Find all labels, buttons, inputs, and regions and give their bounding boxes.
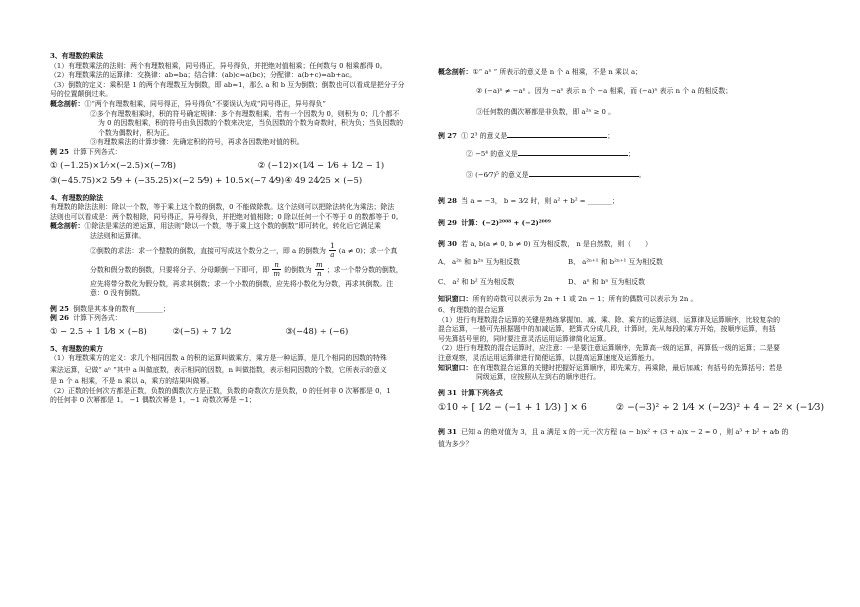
power-def-cont2: 是 n 个 a 相乘，不是 n 乘以 a，乘方的结果叫做幂。	[50, 377, 214, 386]
example-31-row	[438, 398, 830, 418]
example-30: 例 30 若 a, b(a ≠ 0, b ≠ 0) 互为相反数， n 是自然数，则（ ）	[438, 240, 652, 248]
example-26-row	[50, 324, 415, 339]
multiply-rule: （1）有理数乘法的法则：两个有理数相乘，同号得正，异号得负，并把绝对值相乘；任何数与 0 相乘都得 0。	[50, 61, 387, 70]
mixed-ops-1: （1）进行有理数混合运算的关键是熟练掌握加、减、乘、除、乘方的运算法则、运算律及运算顺序，比较复杂的	[438, 315, 781, 324]
reciprocal-def-cont: 号的位置颠倒过来。	[50, 90, 113, 99]
example-27-q1: 例 27 ① 2³ 的意义是 ；	[438, 132, 615, 140]
concept-1-point-3: ③有理数乘法的计算步骤：先确定积的符号，再求各因数绝对值的积。	[90, 138, 304, 147]
concept-1-point-2b: 为 0 的因数相乘，积的符号由负因数的个数来决定，当负因数的个数为奇数时，积为负；当负因数的	[98, 119, 404, 128]
example-30-options-ab: A、 a²ⁿ 和 b²ⁿ 互为相反数 B、 a²ⁿ⁺¹ 和 b²ⁿ⁺¹ 互为相反数	[438, 258, 663, 266]
concept-3-point-3: ③任何数的偶次幂都是非负数，即 a²ⁿ ≥ 0 。	[476, 108, 616, 116]
example-31b: 例 31 已知 a 的绝对值为 3，且 a 满足 x 的一元一次方程 (a − b)x² + (3 + a)x − 2 = 0 ，则 a³ + b² + a⁄b 的	[438, 428, 789, 437]
power-def: （1）有理数乘方的定义：求几个相同因数 a 的积的运算叫做乘方，乘方是一种运算，是几个相同的因数的特殊	[50, 354, 387, 363]
mixed-ops-2: （2）进行有理数的混合运算时，应注意：一是要注意运算顺序，先算高一级的运算，再算低一级的运算；二是要	[438, 344, 781, 353]
example-25-q3: ③(−45.75)×2 5⁄9 + (−35.25)×(−2 5⁄9) + 10.5×(−7 4⁄9)	[50, 174, 285, 185]
example-25-q4: ④ 49 24⁄25 × (−5)	[284, 174, 363, 185]
example-25-q2: ② (−12)×(1⁄4 − 1⁄6 + 1⁄2 − 1)	[257, 159, 385, 170]
right-column	[438, 64, 830, 450]
example-30-options-cd: C、 a² 和 b² 互为相反数 D、 aⁿ 和 bⁿ 互为相反数	[438, 278, 646, 286]
division-rule-cont: 法则也可以看成是：两个数相除，同号得正，异号得负，并把绝对值相除；0 除以任何一个不等于 0 的数都等于 0。	[50, 212, 403, 221]
concept-2-point-2c: 应先将带分数化为假分数，再求其倒数；求一个小数的倒数，应先将小数化为分数，再求其倒数。注	[90, 279, 394, 288]
mixed-ops-1b: 混合运算，一般可先根据题中的加减运算，把算式分成几段，计算时，先从每段的乘方开始，按顺序运算，有括	[438, 325, 776, 334]
example-29: 例 29 计算：(−2)²⁰⁰⁸ + (−2)²⁰⁰⁹	[438, 219, 551, 227]
example-31b-cont: 值为多少？	[438, 440, 473, 449]
concept-analysis-2: 概念剖析：①除法是乘法的逆运算，用法则“除以一个数，等于乘上这个数的倒数”即可转化，转化后它满足乘	[50, 222, 381, 231]
example-31: 例 31 计算下列各式	[438, 388, 503, 397]
knowledge-window-2: 知识窗口：在有理数混合运算的关键时把握好运算顺序，即先乘方，再乘除，最后加减；有括号的先算括号；若是	[438, 363, 783, 372]
example-25-row-1	[50, 158, 415, 173]
concept-1-point-2c: 个数为偶数时，积为正。	[98, 128, 174, 137]
concept-2-point-1b: 法法则和运算律。	[90, 231, 146, 240]
section-6-title: 6、有理数的混合运算	[438, 306, 505, 314]
example-25-q1: ① (−1.25)×1⁄₇×(−2.5)×(−7⁄8)	[50, 159, 176, 170]
example-27-q3: ③ (−6⁄7)⁵ 的意义是 。	[466, 171, 646, 179]
example-25-row-2	[50, 173, 415, 188]
multiply-laws: （2）有理数乘法的运算律：交换律：ab=ba；结合律：(ab)c=a(bc)；分配律：a(b+c)=ab+ac。	[50, 71, 357, 80]
section-4-title: 4、有理数的除法	[50, 193, 104, 202]
concept-1-point-2: ②多个有理数相乘时，积的符号确定规律：多个有理数相乘，若有一个因数为 0，则积为 0；几个都不	[90, 109, 400, 118]
example-31-q1: ①10 ÷ [ 1⁄2 − (−1 + 1 1⁄3) ] × 6	[438, 402, 587, 414]
knowledge-window-2b: 同级运算，应按照从左到右的顺序进行。	[476, 373, 601, 382]
example-27-q2: ② −5⁴ 的意义是 ；	[466, 150, 635, 158]
power-def-cont: 乘法运算，记做“ aⁿ ”其中 a 叫做底数，表示相同的因数，n 叫做指数，表示相同因数的个数，它所表示的意义	[50, 366, 387, 375]
concept-2-point-2: ②倒数的求法：求一个整数的倒数，直接可写成这个数分之一，即 a 的倒数为 $\frac{1}{a}$ (a ≠ 0)；求一个真	[90, 242, 398, 259]
example-26: 例 26 计算下列各式：	[50, 314, 122, 323]
division-rule: 有理数的除法法则：除以一个数，等于乘上这个数的倒数，0 不能做除数。这个法则可以把除法转化为乘法；除法	[50, 203, 395, 212]
section-3-title: 3、有理数的乘法	[50, 52, 104, 60]
concept-analysis-3: 概念剖析：①“ aⁿ ” 所表示的意义是 n 个 a 相乘，不是 n 乘以 a；	[438, 68, 643, 76]
concept-analysis-1: 概念剖析：①“两个有理数相乘，同号得正，异号得负”不要误认为成“同号得正，异号得负”	[50, 99, 326, 108]
mixed-ops-2b: 注意观察，灵活运用运算律进行简便运算，以提高运算速度及运算能力。	[438, 353, 659, 362]
mixed-ops-1c: 号先算括号里的，同时要注意灵活运用运算律简化运算。	[438, 334, 611, 343]
example-26-q2: ②(−5) ÷ 7 1⁄2	[172, 325, 232, 336]
example-26-q1: ① − 2.5 ÷ 1 1⁄8 × (−8)	[50, 325, 147, 336]
concept-3-point-2: ② (−a)ⁿ ≠ −aⁿ 。因为 −aⁿ 表示 n 个 −a 相乘，而 (−a)ⁿ 表示 n 个 a 的相反数；	[476, 87, 733, 95]
example-31-q2: ② −(−3)² ÷ 2 1⁄4 × (−2⁄3)² + 4 − 2² × (−1⁄3)	[615, 402, 825, 414]
power-signs: （2）正数的任何次方都是正数，负数的偶数次方是正数，负数的奇数次方是负数，0 的任何非 0 次幂都是 0，1	[50, 386, 391, 395]
knowledge-window-1: 知识窗口：所有的奇数可以表示为 2n + 1 或 2n − 1；所有的偶数可以表示为 2n 。	[438, 295, 698, 303]
concept-2-point-2d: 意：0 没有倒数。	[90, 289, 145, 298]
section-5-title: 5、有理数的乘方	[50, 344, 104, 353]
example-28: 例 28 当 a = −3， b = 3⁄2 时，则 a² + b² = _______；	[438, 197, 619, 205]
left-column	[50, 52, 415, 406]
reciprocal-def: （3）倒数的定义：乘积是 1 的两个有理数互为倒数，即 ab=1，那么 a 和 b 互为倒数；倒数也可以看成是把分子分	[50, 80, 405, 89]
concept-2-point-2b: 分数和假分数的倒数，只要将分子、分母颠倒一下即可，即 $\frac{n}{m}$ 的倒数为 $\frac{m}{n}$ ；求一个带分数的倒数，	[90, 261, 403, 278]
power-signs-cont: 的任何非 0 次幂都是 1。 −1 偶数次幂是 1，−1 奇数次幂是 −1；	[50, 396, 256, 405]
example-25b: 例 25 倒数是其本身的数有________；	[50, 304, 170, 313]
example-26-q3: ③(−48) ÷ (−6)	[285, 325, 349, 336]
example-25: 例 25 计算下列各式：	[50, 147, 122, 156]
